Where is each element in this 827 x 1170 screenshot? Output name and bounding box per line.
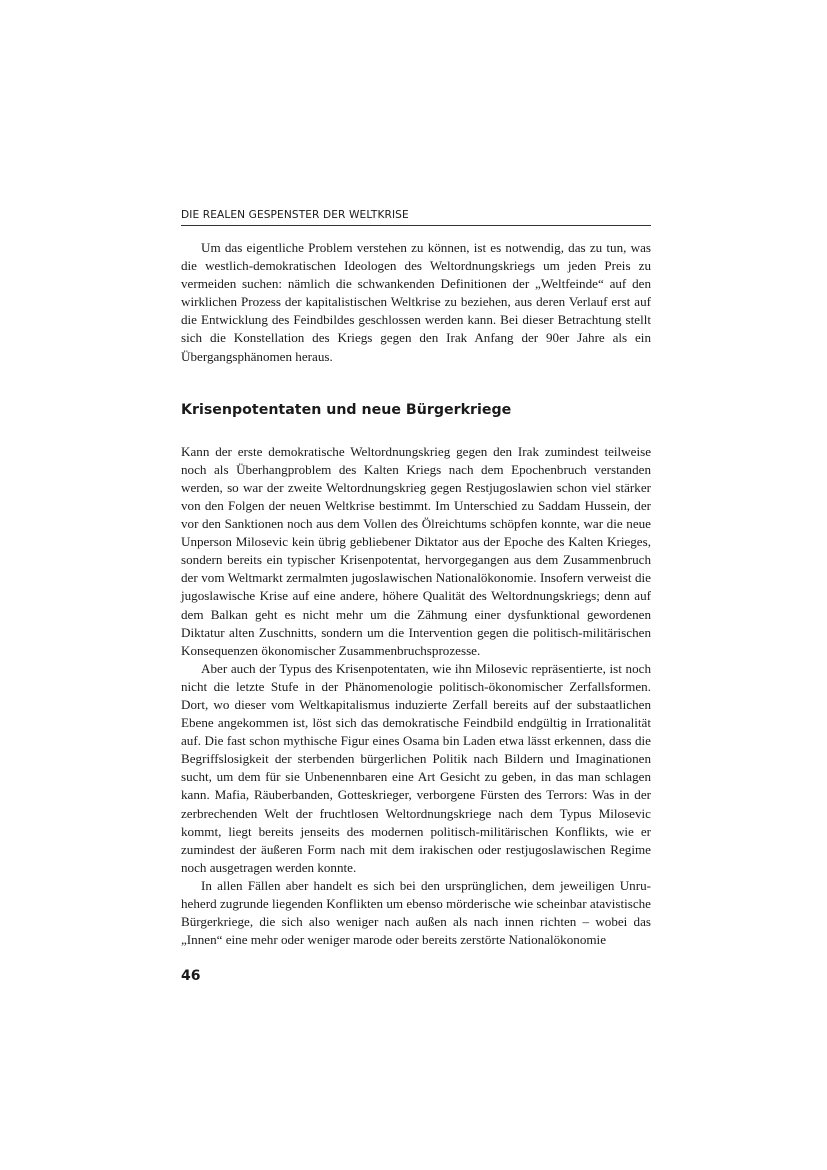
section-paragraph-3: In allen Fällen aber handelt es sich bei den ursprünglichen, dem jeweiligen Unruheherd zugrunde liegenden Konflikten um ebenso mörderische wie scheinbar atavistische Bürgerkriege, die sich also weniger nach außen als nach innen richten – wobei das „Innen“ eine mehr oder weniger marode oder bereits zerstörte Nationalökonomie	[181, 877, 651, 948]
page-number: 46	[181, 968, 201, 985]
section-heading: Krisenpotentaten und neue Bürgerkriege	[181, 401, 512, 418]
section-paragraph-1: Kann der erste demokratische Weltordnungskrieg gegen den Irak zumindest teilweise noch als Überhangproblem des Kalten Kriegs nach dem Epochenbruch verstanden werden, so war der zweite Weltordnungskrieg gegen Restjugoslawien schon viel stärker von den Folgen der neuen Weltkrise bestimmt. Im Unterschied zu Saddam Hussein, der vor den Sanktionen noch aus dem Vollen des Ölreichtums schöpfen konnte, war die neue Unperson Milosevic kein übrig gebliebener Diktator aus der Epoche des Kalten Krieges, sondern bereits ein typischer Krisenpotentat, hervorgegangen aus dem Zusammenbruch der vom Weltmarkt zermalmten jugoslawischen Nationalökonomie. Insofern verweist die jugoslawische Krise auf eine andere, höhere Qualität des Weltordnungskriegs; denn auf dem Balkan geht es nicht mehr um die Zähmung einer dysfunktional gewordenen Diktatur alten Zuschnitts, sondern um die Intervention gegen die politisch-militärischen Konsequenzen ökonomischer Zusammenbruchsprozesse.	[181, 443, 651, 658]
intro-paragraph: Um das eigentliche Problem verstehen zu können, ist es notwendig, das zu tun, was die westlich-demokratischen Ideologen des Weltordnungskriegs um jeden Preis zu vermeiden suchen: nämlich die schwankenden Definitionen der „Weltfeinde“ auf den wirklichen Prozess der kapitalistischen Weltkrise zu beziehen, aus deren Verlauf erst auf die Entwicklung des Feindbildes geschlossen werden kann. Bei dieser Betrachtung stellt sich die Konstellation des Kriegs gegen den Irak Anfang der 90er Jahre als ein Übergangsphänomen heraus.	[181, 240, 651, 364]
section-paragraph-2: Aber auch der Typus des Krisenpotentaten, wie ihn Milosevic repräsentierte, ist noch nicht die letzte Stufe in der Phänomenologie politisch-ökonomischer Zerfallsformen. Dort, wo dieser vom Weltkapitalismus induzierte Zerfall bereits auf der substaatlichen Ebene angekommen ist, löst sich das demokratische Feindbild endgültig in Irrationalität auf. Die fast schon mythische Figur eines Osama bin Laden etwa lässt erkennen, dass die Begriffslosigkeit der sterbenden bürgerlichen Politik nach Bildern und Imaginationen sucht, um dem für sie Unbenennbaren eine Art Gesicht zu geben, in das man schlagen kann. Mafia, Räuberbanden, Gotteskrieger, verborgene Fürsten des Terrors: Was in der zerbrechenden Welt der fruchtlosen Weltordnungskriege nach dem Typus Milosevic kommt, liegt bereits jenseits des modernen politisch-militärischen Konflikts, wie er zumindest der äußeren Form nach mit dem irakischen oder restjugoslawischen Regime noch ausgetragen werden konnte.	[181, 660, 651, 875]
running-header: DIE REALEN GESPENSTER DER WELTKRISE	[181, 208, 651, 226]
book-page	[181, 208, 651, 985]
